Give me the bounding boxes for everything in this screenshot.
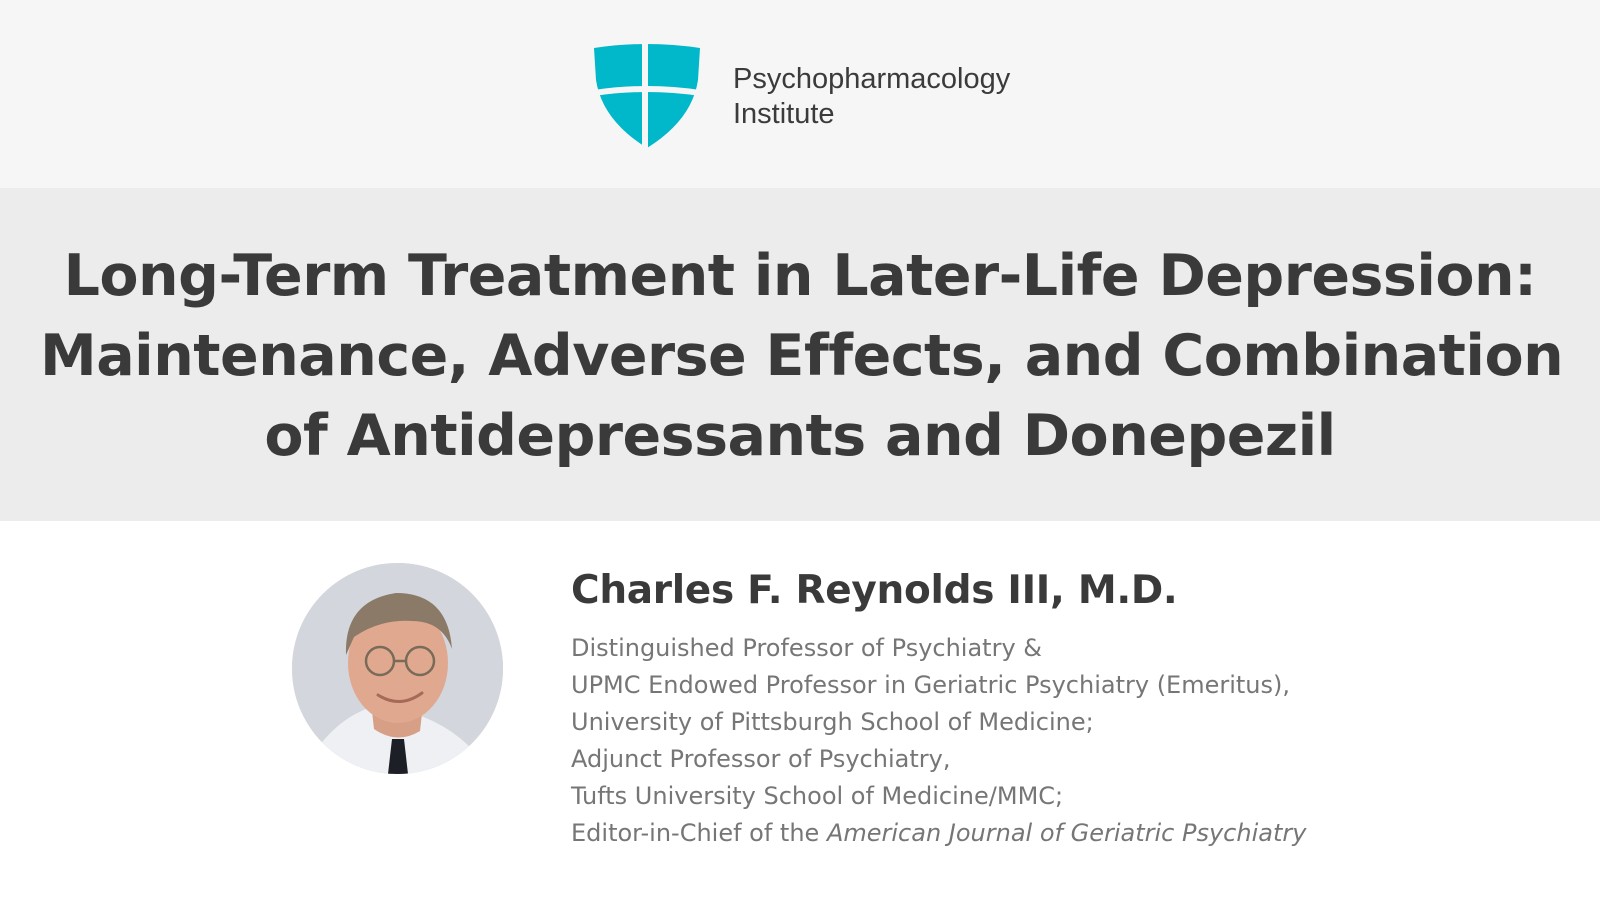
journal-name: American Journal of Geriatric Psychiatry — [826, 819, 1307, 847]
title-band — [0, 188, 1600, 521]
title-line-1: Long-Term Treatment in Later-Life Depression: — [63, 243, 1537, 309]
affiliation-line: Adjunct Professor of Psychiatry, — [571, 745, 951, 773]
speaker-name: Charles F. Reynolds III, M.D. — [571, 568, 1178, 613]
affiliation-line: Distinguished Professor of Psychiatry & — [571, 634, 1042, 662]
speaker-photo-image — [292, 563, 503, 774]
brand-name-line1: Psychopharmacology — [733, 63, 1011, 95]
speaker-photo — [292, 563, 503, 774]
affiliation-line: Tufts University School of Medicine/MMC; — [571, 782, 1064, 810]
affiliation-line: UPMC Endowed Professor in Geriatric Psychiatry (Emeritus), — [571, 671, 1291, 699]
editor-prefix: Editor-in-Chief of the — [571, 819, 827, 847]
shield-cross-icon — [594, 44, 700, 148]
editor-line — [571, 815, 1306, 852]
title-line-2: Maintenance, Adverse Effects, and Combination — [40, 323, 1564, 389]
brand-name — [733, 62, 1010, 132]
title-line-3: of Antidepressants and Donepezil — [264, 403, 1336, 469]
header — [0, 0, 1600, 188]
speaker-affiliations — [571, 630, 1306, 852]
page-title — [40, 236, 1564, 476]
brand-name-line2: Institute — [733, 98, 835, 130]
affiliation-line: University of Pittsburgh School of Medicine; — [571, 708, 1094, 736]
